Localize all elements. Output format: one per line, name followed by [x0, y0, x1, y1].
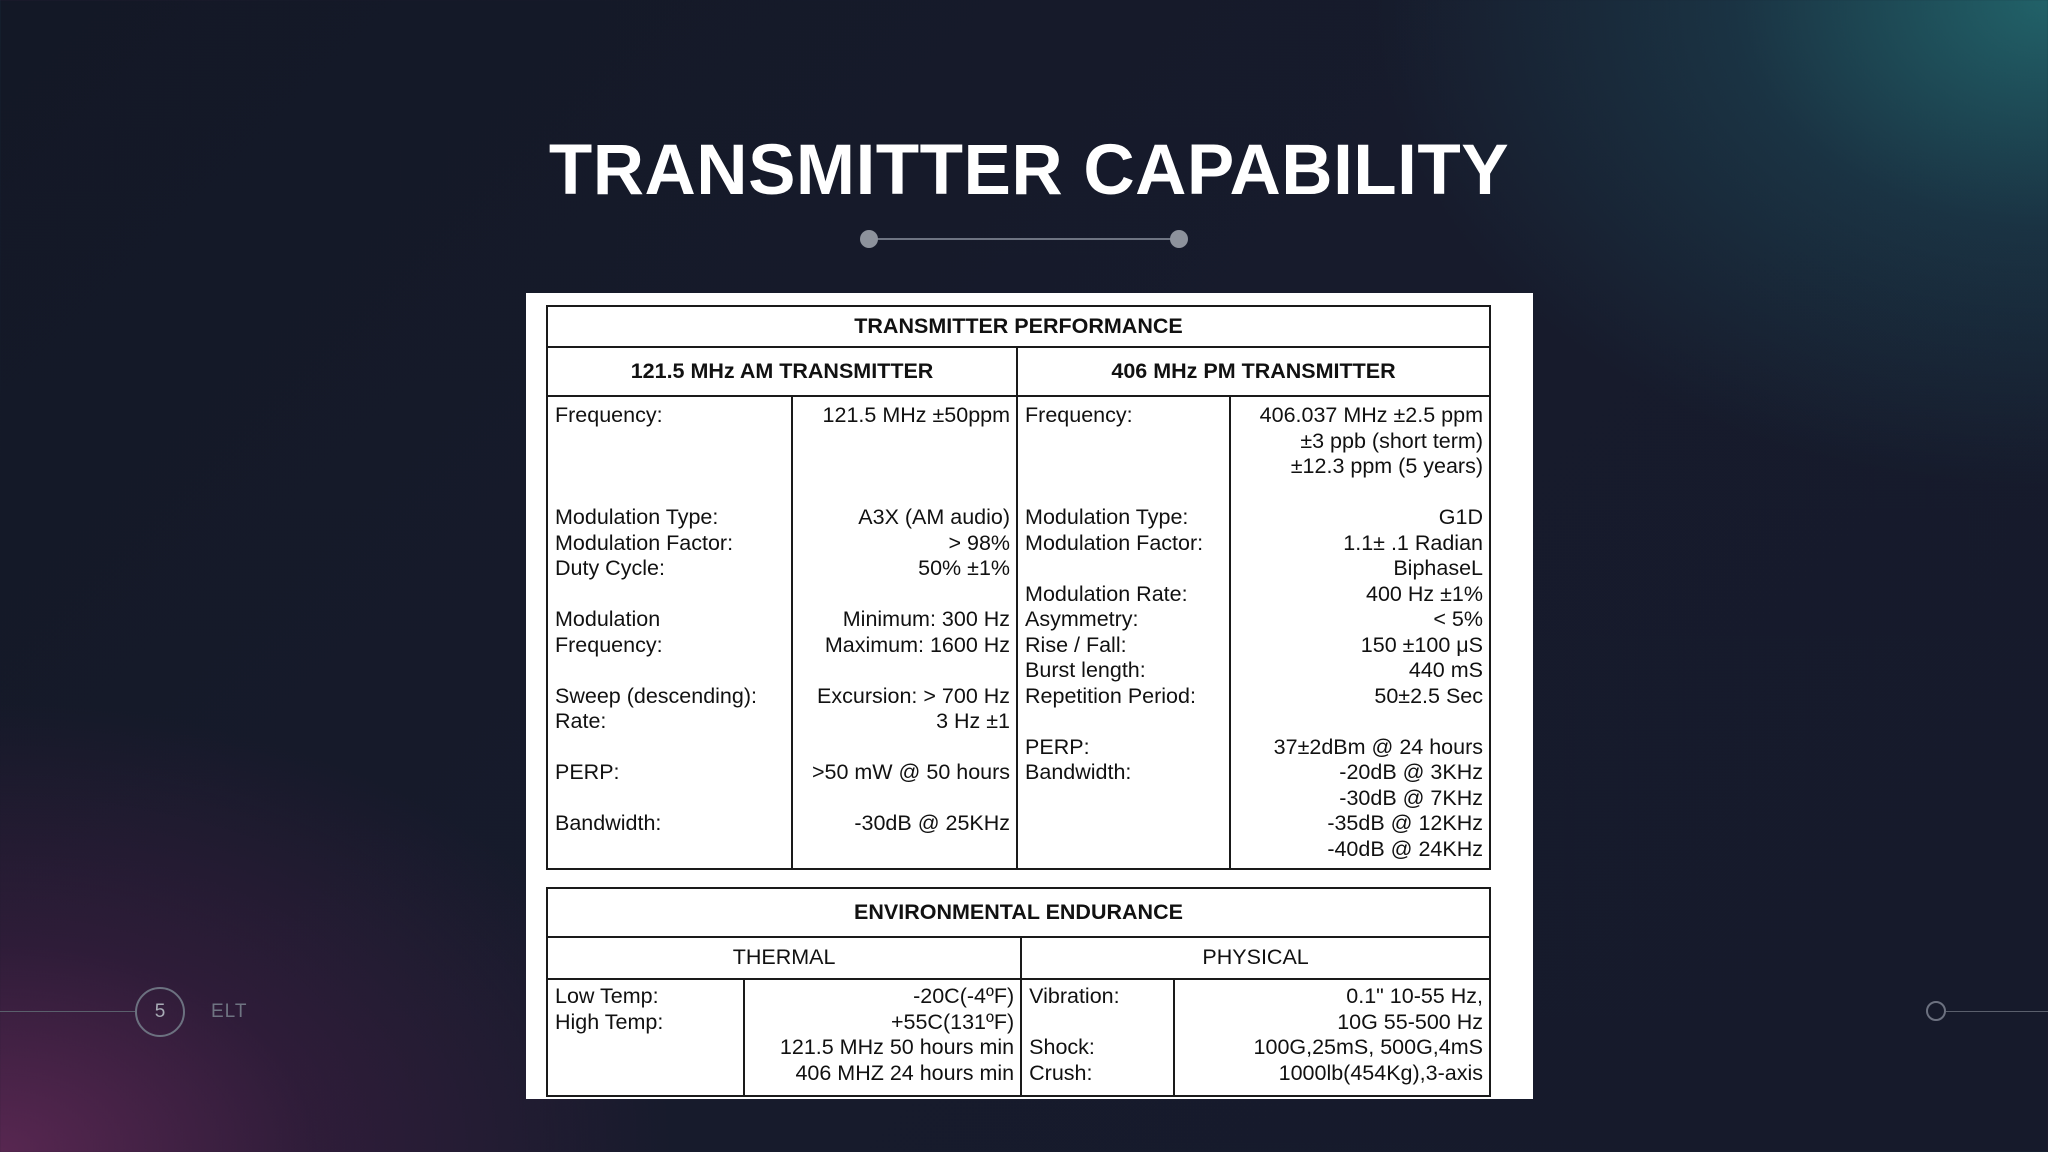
thermal-values [751, 984, 1014, 1086]
spec-line [1237, 709, 1483, 735]
spec-line: -20dB @ 3KHz [1339, 760, 1483, 784]
spec-line: Rate: [555, 709, 607, 733]
spec-line [1029, 1010, 1167, 1036]
divider-dot-right [1170, 230, 1188, 248]
pm-labels [1025, 403, 1223, 862]
spec-line: BiphaseL [1393, 556, 1483, 580]
spec-line: Frequency: [555, 403, 663, 427]
spec-line [555, 429, 785, 455]
physical-values [1181, 984, 1483, 1086]
spec-line: Excursion: > 700 Hz [817, 683, 1011, 708]
spec-line: Modulation Type: [555, 505, 719, 529]
spec-line: Shock: [1029, 1035, 1095, 1059]
spec-line: Rise / Fall: [1025, 632, 1127, 657]
spec-line: 406.037 MHz ±2.5 ppm [1259, 403, 1483, 427]
physical-labels-cell [1021, 979, 1174, 1096]
spec-line: 1.1± .1 Radian [1343, 530, 1483, 555]
spec-line: ±12.3 ppm (5 years) [1290, 454, 1483, 478]
spec-line [1025, 811, 1223, 837]
spec-line [799, 454, 1010, 480]
thermal-values-cell [744, 979, 1021, 1096]
spec-line [1025, 480, 1223, 506]
spec-line: > 98% [948, 530, 1011, 555]
spec-line: Frequency: [555, 632, 663, 657]
thermal-header: THERMAL [547, 937, 1021, 979]
spec-line: 100G,25mS, 500G,4mS [1253, 1035, 1483, 1059]
footer-label: ELT [211, 1001, 248, 1022]
spec-line [799, 429, 1010, 455]
spec-line [1025, 556, 1223, 582]
spec-line: -30dB @ 25KHz [854, 811, 1011, 835]
spec-line [555, 454, 785, 480]
spec-line [555, 786, 785, 812]
spec-line [799, 658, 1010, 684]
spec-line: PERP: [555, 760, 620, 784]
spec-line: Maximum: 1600 Hz [824, 632, 1011, 657]
physical-labels [1029, 984, 1167, 1086]
spec-line: 121.5 MHz 50 hours min [779, 1035, 1015, 1059]
spec-line: < 5% [1433, 607, 1483, 631]
spec-line: -40dB @ 24KHz [1327, 836, 1483, 861]
footer-ring-icon [1926, 1001, 1946, 1021]
spec-line: Modulation Factor: [555, 530, 734, 555]
am-values [799, 403, 1010, 837]
spec-line: -20C(-4ºF) [913, 984, 1015, 1008]
spec-line: Modulation Rate: [1025, 581, 1188, 606]
spec-line: 121.5 MHz ±50ppm [822, 403, 1011, 427]
spec-line: Vibration: [1029, 984, 1120, 1008]
spec-line: 1000lb(454Kg),3-axis [1278, 1060, 1483, 1085]
spec-line [555, 1061, 737, 1087]
pm-labels-cell [1017, 396, 1230, 869]
spec-line: 0.1" 10-55 Hz, [1346, 984, 1483, 1008]
physical-header: PHYSICAL [1021, 937, 1490, 979]
spec-line: 440 mS [1408, 658, 1483, 682]
spec-line: Asymmetry: [1025, 607, 1139, 631]
spec-line: Frequency: [1025, 403, 1133, 427]
environmental-endurance-table [546, 887, 1491, 1097]
footer-line-left [0, 1011, 136, 1012]
pm-values-cell [1230, 396, 1490, 869]
page-number-badge: 5 [135, 987, 185, 1037]
spec-line: -30dB @ 7KHz [1339, 785, 1483, 810]
pm-values [1237, 403, 1483, 862]
spec-line: 50% ±1% [918, 556, 1011, 580]
spec-line [555, 735, 785, 761]
thermal-labels-cell [547, 979, 744, 1096]
spec-line: 3 Hz ±1 [936, 709, 1011, 733]
spec-line: Burst length: [1025, 658, 1146, 682]
am-values-cell [792, 396, 1017, 869]
spec-line: 10G 55-500 Hz [1337, 1009, 1483, 1034]
spec-line [555, 480, 785, 506]
performance-title: TRANSMITTER PERFORMANCE [547, 306, 1490, 347]
spec-line [799, 582, 1010, 608]
am-labels [555, 403, 785, 837]
spec-line: A3X (AM audio) [858, 505, 1011, 529]
spec-line [555, 1035, 737, 1061]
spec-line: 406 MHZ 24 hours min [795, 1060, 1015, 1085]
spec-line [1025, 454, 1223, 480]
spec-line: Repetition Period: [1025, 683, 1196, 708]
spec-line: 50±2.5 Sec [1374, 683, 1483, 708]
spec-line [799, 735, 1010, 761]
spec-line: Modulation [555, 607, 661, 631]
spec-line: Bandwidth: [1025, 760, 1132, 784]
spec-line: Low Temp: [555, 984, 659, 1008]
spec-line [1025, 709, 1223, 735]
spec-line: ±3 ppb (short term) [1300, 428, 1483, 453]
environmental-title: ENVIRONMENTAL ENDURANCE [547, 888, 1490, 937]
spec-line [1025, 786, 1223, 812]
spec-line: 150 ±100 μS [1360, 632, 1483, 657]
spec-line: +55C(131ºF) [890, 1009, 1015, 1034]
spec-line: 37±2dBm @ 24 hours [1273, 734, 1483, 759]
spec-sheet-image [526, 293, 1533, 1099]
spec-line: Crush: [1029, 1060, 1093, 1085]
spec-line: Sweep (descending): [555, 683, 757, 708]
spec-line [799, 480, 1010, 506]
physical-values-cell [1174, 979, 1490, 1096]
spec-line: G1D [1438, 505, 1483, 529]
am-labels-cell [547, 396, 792, 869]
spec-line [1025, 837, 1223, 863]
spec-line: High Temp: [555, 1009, 664, 1034]
spec-line: Duty Cycle: [555, 556, 665, 580]
spec-line [799, 786, 1010, 812]
pm-transmitter-header: 406 MHz PM TRANSMITTER [1017, 347, 1490, 396]
title-divider [868, 238, 1180, 240]
spec-line [555, 658, 785, 684]
spec-line: Modulation Type: [1025, 505, 1189, 529]
spec-line: PERP: [1025, 734, 1090, 759]
divider-dot-left [860, 230, 878, 248]
spec-line: >50 mW @ 50 hours [811, 760, 1011, 784]
spec-line: Minimum: 300 Hz [842, 607, 1011, 631]
spec-line: Modulation Factor: [1025, 530, 1204, 555]
spec-line [1025, 429, 1223, 455]
spec-line [1237, 480, 1483, 506]
spec-line: -35dB @ 12KHz [1327, 811, 1483, 835]
thermal-labels [555, 984, 737, 1086]
spec-line: 400 Hz ±1% [1366, 581, 1483, 606]
spec-line: Bandwidth: [555, 811, 662, 835]
am-transmitter-header: 121.5 MHz AM TRANSMITTER [547, 347, 1017, 396]
spec-line [555, 582, 785, 608]
footer-line-right [1946, 1011, 2048, 1012]
slide-title: TRANSMITTER CAPABILITY [548, 131, 1510, 210]
transmitter-performance-table [546, 305, 1491, 870]
